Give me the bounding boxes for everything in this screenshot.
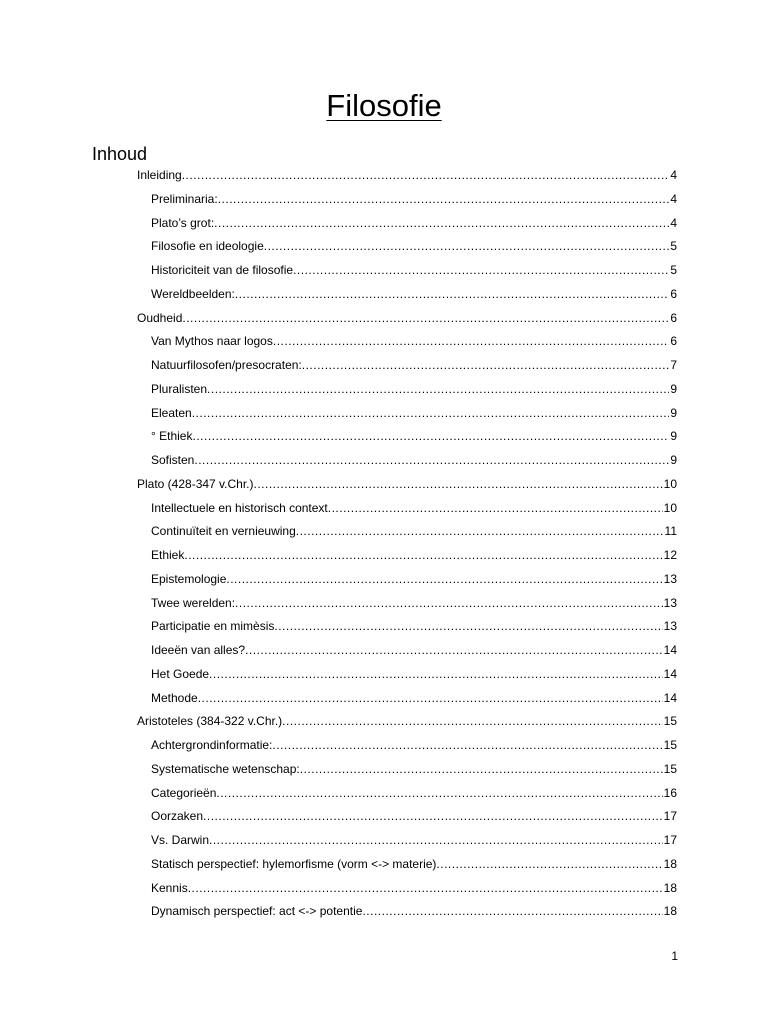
toc-entry-page: 18: [663, 856, 677, 871]
toc-entry-title: Sofisten: [151, 453, 195, 467]
toc-entry-page: 6: [670, 286, 677, 301]
toc-entry-page: 17: [663, 833, 677, 847]
toc-entry[interactable]: [151, 615, 677, 639]
toc-dot-leader: [293, 259, 669, 283]
toc-entry[interactable]: [151, 900, 677, 924]
toc-entry-title: Methode: [151, 690, 198, 705]
toc-entry-title: Systematische wetenschap:: [151, 761, 300, 776]
toc-entry-title: Epistemologie: [151, 571, 227, 586]
toc-entry[interactable]: [151, 758, 677, 782]
toc-entry-title: Achtergrondinformatie:: [151, 738, 273, 752]
toc-entry-title: Het Goede: [151, 666, 210, 681]
toc-entry-page: 13: [663, 595, 677, 610]
toc-heading: Inhoud: [92, 144, 148, 164]
toc-entry[interactable]: [151, 639, 677, 663]
toc-entry-page: 9: [670, 429, 677, 444]
toc-entry-page: 9: [670, 405, 677, 420]
toc-dot-leader: [282, 710, 662, 734]
toc-entry[interactable]: [151, 449, 677, 473]
toc-entry[interactable]: [151, 283, 677, 307]
toc-entry-page: 13: [663, 619, 677, 634]
toc-dot-leader: [192, 402, 670, 426]
toc-entry[interactable]: [151, 829, 677, 853]
toc-entry-page: 15: [663, 738, 677, 752]
toc-dot-leader: [218, 188, 670, 212]
toc-entry[interactable]: [151, 592, 677, 616]
toc-entry-title: Aristoteles (384-322 v.Chr.): [137, 714, 283, 729]
toc-dot-leader: [198, 687, 663, 711]
toc-entry-page: 4: [670, 168, 677, 182]
toc-entry[interactable]: [151, 805, 677, 829]
toc-entry-page: 5: [670, 239, 677, 254]
toc-entry-page: 9: [670, 453, 677, 467]
toc-entry-title: Categorieën: [151, 785, 217, 800]
toc-entry-page: 4: [670, 191, 677, 206]
toc-entry-page: 11: [664, 524, 677, 539]
toc-entry-title: Statisch perspectief: hylemorfisme (vorm <-> materie): [151, 856, 437, 871]
toc-entry-title: Oudheid: [137, 310, 183, 325]
toc-entry-title: Dynamisch perspectief: act <-> potentie: [151, 904, 363, 919]
toc-entry[interactable]: [151, 378, 677, 402]
toc-entry-page: 18: [663, 904, 677, 919]
toc-entry-title: Pluralisten: [151, 381, 208, 396]
toc-entry-title: Wereldbeelden:: [151, 286, 235, 301]
toc-entry[interactable]: [137, 307, 677, 331]
toc-dot-leader: [254, 473, 663, 497]
toc-entry[interactable]: [151, 853, 677, 877]
toc-dot-leader: [226, 568, 662, 592]
toc-entry-page: 6: [670, 334, 677, 349]
toc-dot-leader: [436, 853, 662, 877]
toc-entry-page: 15: [663, 761, 677, 776]
toc-entry[interactable]: [151, 235, 677, 259]
toc-entry[interactable]: [151, 663, 677, 687]
toc-entry-title: Natuurfilosofen/presocraten:: [151, 358, 302, 372]
toc-entry[interactable]: [151, 877, 677, 901]
toc-entry-title: Filosofie en ideologie: [151, 239, 264, 254]
toc-dot-leader: [192, 425, 669, 449]
toc-entry-page: 9: [670, 381, 677, 396]
toc-entry-title: Historiciteit van de filosofie: [151, 263, 294, 277]
toc-entry-title: Kennis: [151, 880, 188, 895]
toc-entry-title: Ethiek: [151, 548, 185, 562]
toc-entry[interactable]: [151, 330, 677, 354]
toc-entry[interactable]: [151, 782, 677, 806]
toc-entry-title: Vs. Darwin: [151, 833, 210, 847]
toc-entry-title: Ideeën van alles?: [151, 643, 246, 657]
toc-entry-page: 10: [663, 476, 677, 491]
toc-entry[interactable]: [151, 544, 677, 568]
toc-dot-leader: [302, 354, 670, 378]
toc-entry-page: 10: [663, 500, 677, 515]
toc-entry-title: Participatie en mimèsis: [151, 619, 275, 634]
toc-entry[interactable]: [151, 497, 677, 521]
toc-dot-leader: [235, 283, 669, 307]
toc-dot-leader: [264, 235, 670, 259]
toc-entry[interactable]: [151, 188, 677, 212]
toc-dot-leader: [214, 212, 669, 236]
toc-dot-leader: [182, 307, 669, 331]
page-number: 1: [671, 949, 678, 963]
toc-entry-title: ° Ethiek: [151, 429, 193, 444]
toc-dot-leader: [216, 782, 662, 806]
page-title: Filosofie: [326, 88, 442, 123]
toc-entry-title: Plato (428-347 v.Chr.): [137, 476, 254, 491]
toc-entry-page: 7: [670, 358, 677, 372]
toc-dot-leader: [300, 758, 663, 782]
toc-entry-title: Van Mythos naar logos: [151, 334, 273, 349]
toc-dot-leader: [209, 829, 663, 853]
toc-entry[interactable]: [137, 710, 677, 734]
toc-dot-leader: [235, 592, 663, 616]
toc-entry[interactable]: [151, 520, 677, 544]
toc-entry[interactable]: [151, 568, 677, 592]
toc-entry[interactable]: [151, 425, 677, 449]
toc-dot-leader: [273, 330, 669, 354]
toc-entry[interactable]: [151, 687, 677, 711]
toc-dot-leader: [274, 615, 662, 639]
toc-entry[interactable]: [151, 259, 677, 283]
toc-entry[interactable]: [151, 212, 677, 236]
toc-dot-leader: [209, 663, 663, 687]
toc-entry-title: Continuïteit en vernieuwing: [151, 524, 296, 539]
toc-entry-page: 15: [663, 714, 677, 729]
toc-dot-leader: [188, 877, 663, 901]
toc-entry-page: 13: [663, 571, 677, 586]
toc-dot-leader: [328, 497, 663, 521]
toc-entry[interactable]: [151, 402, 677, 426]
toc-entry-page: 16: [663, 785, 677, 800]
toc-entry[interactable]: [151, 354, 677, 378]
toc-dot-leader: [245, 639, 663, 663]
toc-dot-leader: [296, 520, 664, 544]
toc-dot-leader: [184, 544, 662, 568]
toc-entry-title: Intellectuele en historisch context: [151, 500, 328, 515]
toc-dot-leader: [203, 805, 663, 829]
toc-entry-title: Inleiding: [137, 168, 182, 182]
toc-entry-page: 12: [663, 548, 677, 562]
toc-entry-title: Plato’s grot:: [151, 215, 215, 230]
toc-entry-page: 5: [670, 263, 677, 277]
toc-dot-leader: [362, 900, 662, 924]
toc-dot-leader: [207, 378, 669, 402]
toc-entry[interactable]: [137, 164, 677, 188]
toc-dot-leader: [272, 734, 662, 758]
toc-dot-leader: [182, 164, 670, 188]
toc-entry-page: 4: [670, 215, 677, 230]
toc-entry-title: Eleaten: [151, 405, 192, 420]
toc-entry[interactable]: [137, 473, 677, 497]
toc-entry-page: 6: [670, 310, 677, 325]
toc-entry-page: 14: [663, 690, 677, 705]
toc-dot-leader: [194, 449, 669, 473]
toc-entry[interactable]: [151, 734, 677, 758]
toc-entry-page: 14: [663, 643, 677, 657]
toc-entry-title: Twee werelden:: [151, 595, 236, 610]
toc-entry-page: 18: [663, 880, 677, 895]
toc-entry-title: Preliminaria:: [151, 191, 218, 206]
toc-entry-page: 17: [663, 809, 677, 824]
table-of-contents: [0, 164, 768, 924]
toc-entry-title: Oorzaken: [151, 809, 204, 824]
toc-entry-page: 14: [663, 666, 677, 681]
